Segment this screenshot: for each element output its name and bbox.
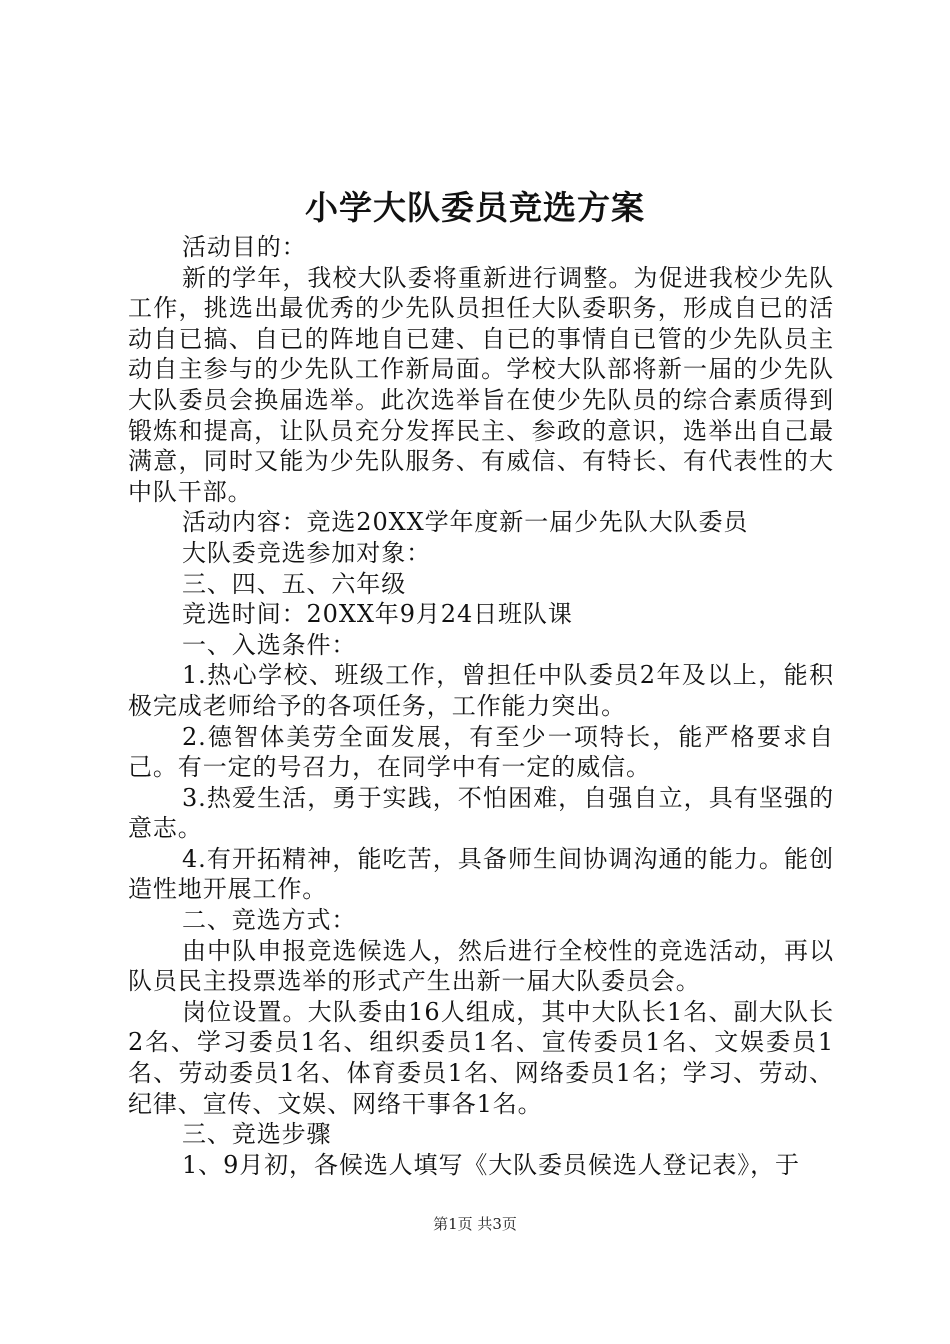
paragraph-purpose-heading: 活动目的： [182,233,307,261]
paragraph-method-text: 由中队申报竞选候选人，然后进行全校性的竞选活动，再以队员民主投票选举的形式产生出新一届大队委员会。 [128,936,834,996]
paragraph-activity-content: 活动内容：竞选20XX学年度新一届少先队大队委员 [182,508,749,537]
document-title: 小学大队委员竞选方案 [305,188,645,227]
paragraph-condition-4: 4.有开拓精神，能吃苦，具备师生间协调沟通的能力。能创造性地开展工作。 [128,844,834,904]
paragraph-condition-2: 2.德智体美劳全面发展，有至少一项特长，能严格要求自己。有一定的号召力，在同学中有一定的威信。 [128,722,834,782]
paragraph-election-time: 竞选时间：20XX年9月24日班队课 [182,600,573,629]
paragraph-condition-1: 1.热心学校、班级工作，曾担任中队委员2年及以上，能积极完成老师给予的各项任务，工作能力突出。 [128,661,834,720]
paragraph-purpose-text: 新的学年，我校大队委将重新进行调整。为促进我校少先队工作，挑选出最优秀的少先队员担任大队委职务，形成自已的活动自已搞、自已的阵地自已建、自已的事情自已管的少先队员主动自主参与的少先队工作新局面。学校大队部将新一届的少先队大队委员会换届选举。此次选举旨在使少先队员的综合素质得到锻炼和提高，让队员充分发挥民主、参政的意识，选举出自己最满意，同时又能为少先队服务、有威信、有特长、有代表性的大中队干部。 [128,263,834,506]
document-body [128,232,834,1180]
paragraph-condition-3: 3.热爱生活，勇于实践，不怕困难，自强自立，具有坚强的意志。 [128,783,834,843]
paragraph-section-3-heading: 三、竞选步骤 [182,1120,332,1149]
paragraph-section-1-heading: 一、入选条件： [182,630,357,659]
paragraph-step-1: 1、9月初，各候选人填写《大队委员候选人登记表》，于 [182,1150,800,1179]
paragraph-participants-grades: 三、四、五、六年级 [182,569,407,598]
paragraph-positions-text: 岗位设置。大队委由16人组成，其中大队长1名、副大队长2名、学习委员1名、组织委员1名、宣传委员1名、文娱委员1名、劳动委员1名、体育委员1名、网络委员1名；学习、劳动、纪律、宣传、文娱、网络干事各1名。 [128,997,834,1118]
paragraph-participants-heading: 大队委竞选参加对象： [182,538,431,567]
paragraph-section-2-heading: 二、竞选方式： [182,906,357,935]
page-number-footer: 第1页 共3页 [433,1215,517,1233]
